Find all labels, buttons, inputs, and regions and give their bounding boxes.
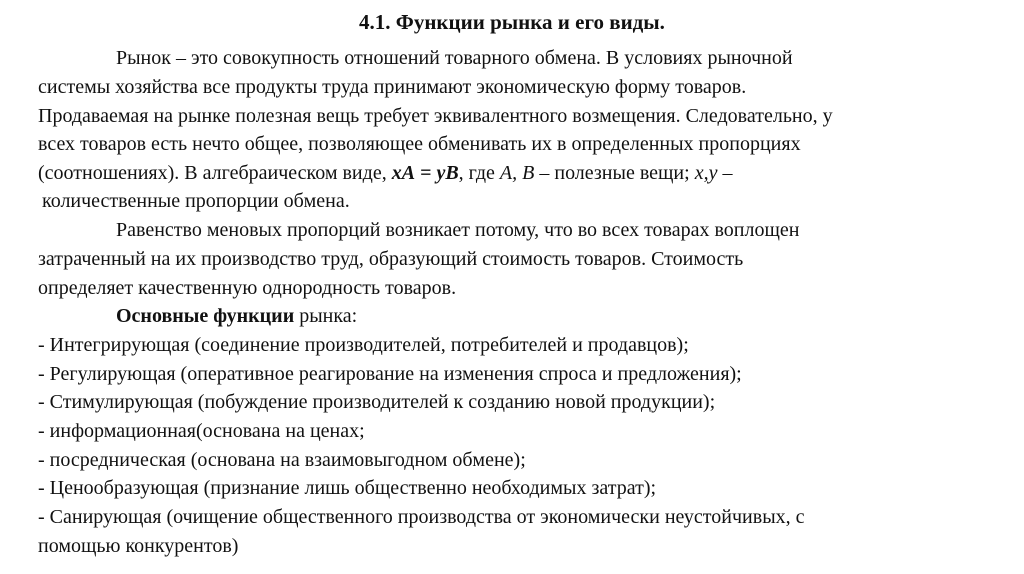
paragraph-1-line-4: всех товаров есть нечто общее, позволяющее обменивать их в определенных пропорциях xyxy=(38,133,801,155)
function-item-informational: - информационная(основана на ценах; xyxy=(38,420,365,442)
paragraph-2-line-2: затраченный на их производство труд, образующий стоимость товаров. Стоимость xyxy=(38,248,744,270)
line-5-text-b: , где xyxy=(458,162,500,184)
slide-title: 4.1. Функции рынка и его виды. xyxy=(359,10,665,34)
paragraph-2-line-1: Равенство меновых пропорций возникает потому, что во всех товарах воплощен xyxy=(116,219,800,241)
functions-heading-rest: рынка: xyxy=(294,305,358,327)
function-item-sanitizing: - Санирующая (очищение общественного производства от экономически неустойчивых, с xyxy=(38,506,805,528)
line-5-text-a: (соотношениях). В алгебраическом виде, xyxy=(38,162,392,184)
paragraph-1-line-6: количественные пропорции обмена. xyxy=(42,190,350,212)
function-item-stimulating: - Стимулирующая (побуждение производителей к созданию новой продукции); xyxy=(38,391,716,413)
exchange-formula: хА = уВ xyxy=(391,162,459,184)
paragraph-1-line-3: Продаваемая на рынке полезная вещь требует эквивалентного возмещения. Следовательно, у xyxy=(38,105,833,127)
functions-heading-bold: Основные функции xyxy=(116,305,295,327)
quantity-variables: х,у – xyxy=(694,162,733,184)
functions-heading xyxy=(116,304,357,328)
function-item-intermediary: - посредническая (основана на взаимовыгодном обмене); xyxy=(38,449,526,471)
function-item-pricing: - Ценообразующая (признание лишь общественно необходимых затрат); xyxy=(38,477,657,499)
goods-variables: А, В xyxy=(499,162,535,184)
function-item-regulating: - Регулирующая (оперативное реагирование на изменения спроса и предложения); xyxy=(38,363,742,385)
paragraph-1-line-2: системы хозяйства все продукты труда принимают экономическую форму товаров. xyxy=(38,76,747,98)
paragraph-1-line-1: Рынок – это совокупность отношений товарного обмена. В условиях рыночной xyxy=(116,47,793,69)
function-item-integrating: - Интегрирующая (соединение производителей, потребителей и продавцов); xyxy=(38,334,689,356)
paragraph-2-line-3: определяет качественную однородность товаров. xyxy=(38,277,457,299)
paragraph-1-line-5 xyxy=(38,161,732,185)
function-item-sanitizing-continuation: помощью конкурентов) xyxy=(38,535,239,557)
line-5-text-c: – полезные вещи; xyxy=(534,162,695,184)
